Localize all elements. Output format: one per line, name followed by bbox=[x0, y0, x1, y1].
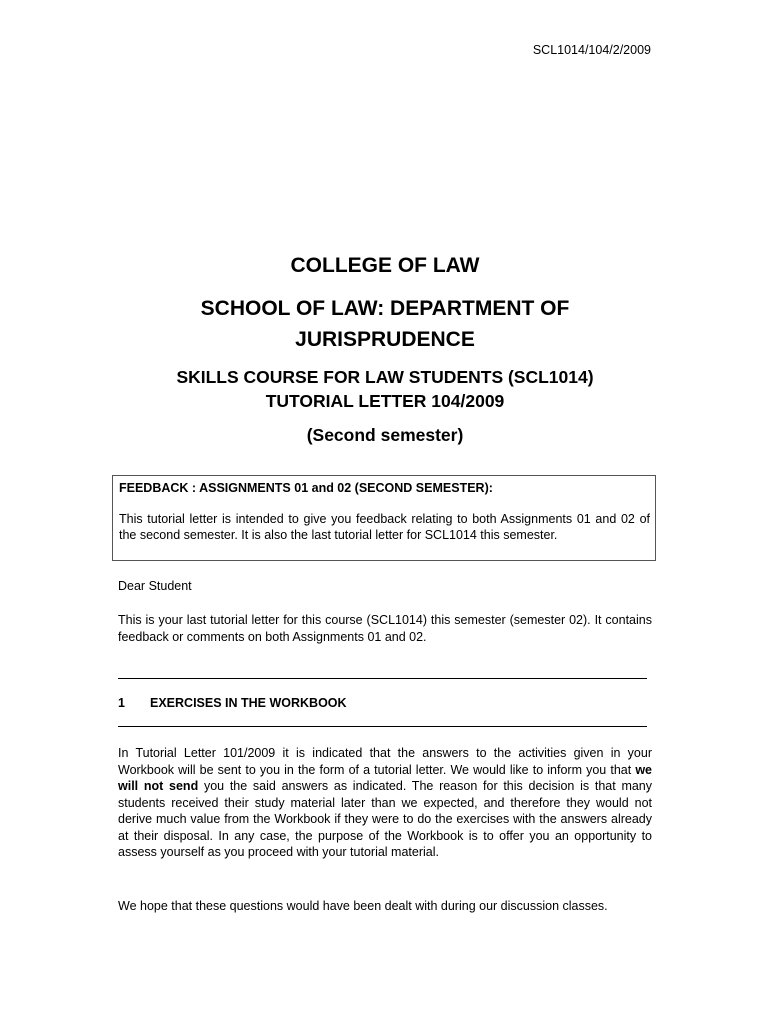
workbook-paragraph bbox=[118, 745, 652, 861]
section-number: 1 bbox=[118, 696, 125, 710]
document-reference: SCL1014/104/2/2009 bbox=[532, 43, 651, 57]
title-block bbox=[0, 251, 770, 447]
course-name: SKILLS COURSE FOR LAW STUDENTS (SCL1014) bbox=[176, 367, 594, 387]
divider-top bbox=[118, 678, 647, 679]
college-title: COLLEGE OF LAW bbox=[290, 254, 480, 277]
semester-label: (Second semester) bbox=[306, 425, 464, 445]
salutation: Dear Student bbox=[118, 579, 192, 593]
section-title: EXERCISES IN THE WORKBOOK bbox=[150, 696, 347, 710]
school-title bbox=[0, 293, 770, 355]
course-title bbox=[0, 365, 770, 413]
tutorial-letter-number: TUTORIAL LETTER 104/2009 bbox=[265, 391, 505, 411]
workbook-text-end: you the said answers as indicated. The reason for this decision is that many students received their study material later than we expected, and therefore they would not derive much value from the Workbook if they were to do the exercises with the answers already at their disposal. In any case, the purpose of the Workbook is to offer you an opportunity to assess yourself as you proceed with your tutorial material. bbox=[118, 779, 653, 859]
workbook-text-emphasis: we will not send bbox=[118, 762, 652, 793]
section-heading bbox=[118, 696, 347, 710]
discussion-paragraph: We hope that these questions would have been dealt with during our discussion classes. bbox=[118, 899, 608, 913]
feedback-body: This tutorial letter is intended to give you feedback relating to both Assignments 01 and 02 of the second semester. It is also the last tutorial letter for SCL1014 this semester. bbox=[119, 511, 650, 542]
school-title-line1: SCHOOL OF LAW: DEPARTMENT OF bbox=[200, 297, 570, 320]
workbook-text-start: In Tutorial Letter 101/2009 it is indicated that the answers to the activities given in your Workbook will be sent to you in the form of a tutorial letter. We would like to inform you that bbox=[118, 746, 652, 777]
school-title-line2: JURISPRUDENCE bbox=[295, 328, 475, 351]
intro-paragraph: This is your last tutorial letter for this course (SCL1014) this semester (semester 02). It contains feedback or comments on both Assignments 01 and 02. bbox=[118, 613, 652, 644]
feedback-box bbox=[112, 475, 656, 561]
feedback-heading: FEEDBACK : ASSIGNMENTS 01 and 02 (SECOND SEMESTER): bbox=[119, 481, 493, 495]
divider-bottom bbox=[118, 726, 647, 727]
